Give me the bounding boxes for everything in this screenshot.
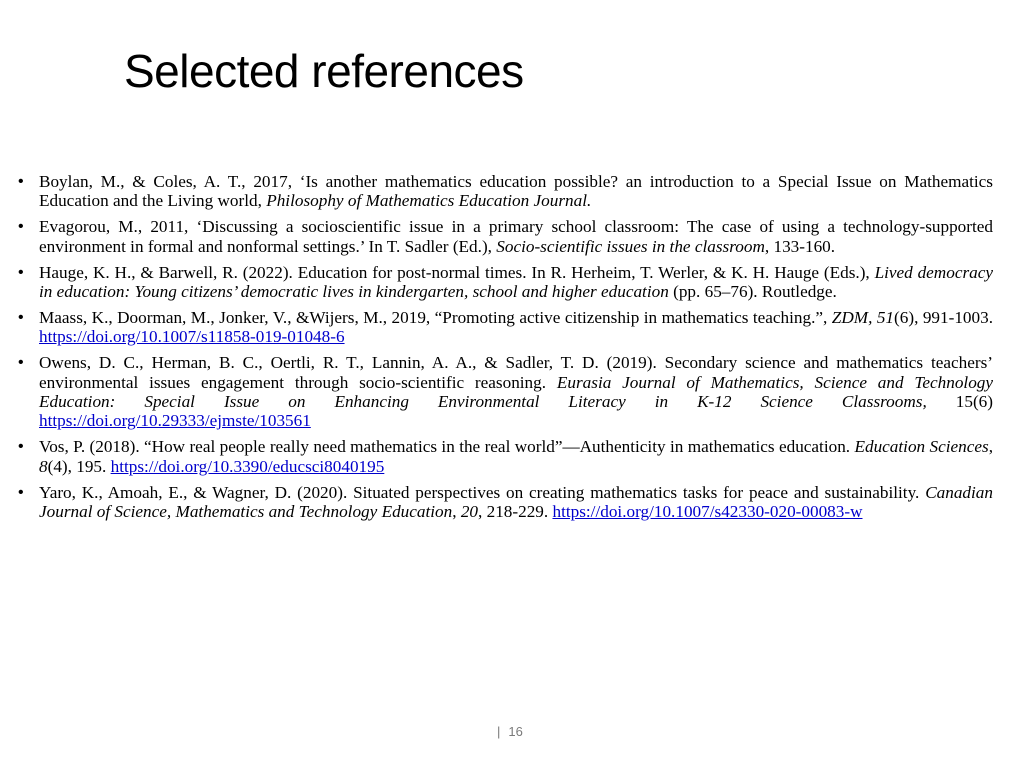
reference-text: Maass, K., Doorman, M., Jonker, V., &Wijers, M., 2019, “Promoting active citizenship in mathematics teaching.”, [39, 307, 832, 327]
reference-item [18, 308, 993, 347]
reference-text: (4), 195. [47, 456, 111, 476]
reference-italic-text: 20 [460, 502, 478, 522]
reference-item [18, 172, 993, 211]
reference-italic-text: Education Sciences [854, 437, 989, 457]
reference-italic-text: Socio-scientific issues in the classroom [496, 236, 765, 256]
doi-link[interactable]: https://doi.org/10.29333/ejmste/103561 [39, 411, 311, 431]
reference-text: Evagorou, M., 2011, ‘Discussing a socioscientific issue in a primary school classroom: The case of using a technology-supported environment in formal and nonformal settings.’ In T. Sadler (Ed.), [39, 217, 993, 256]
reference-text: , 133-160. [764, 236, 836, 256]
reference-item [18, 217, 993, 256]
reference-list [18, 172, 993, 528]
reference-item [18, 483, 993, 522]
page-number: 16 [508, 724, 523, 739]
slide-title: Selected references [124, 45, 524, 97]
reference-italic-text: Philosophy of Mathematics Education Journal. [266, 191, 592, 211]
reference-italic-text: ZDM, 51 [831, 307, 895, 327]
reference-italic-text: Canadian Journal of Science, Mathematics and Technology Education [39, 482, 993, 522]
doi-link[interactable]: https://doi.org/10.1007/s42330-020-00083-w [552, 502, 863, 522]
reference-text: , [452, 502, 461, 522]
doi-link[interactable]: https://doi.org/10.3390/educsci8040195 [110, 456, 385, 476]
reference-italic-text: Eurasia Journal of Mathematics, Science and Technology Education: Special Issue on Enhancing Environmental Literacy in K-12 Science Classrooms, [39, 372, 994, 412]
reference-item [18, 353, 993, 431]
reference-text: (pp. 65–76). Routledge. [668, 282, 837, 302]
slide-footer [497, 724, 523, 739]
reference-text: 15(6) [926, 392, 993, 412]
reference-text: , 218-229. [478, 502, 553, 522]
footer-separator: | [497, 724, 501, 739]
reference-item [18, 263, 993, 302]
reference-text: Yaro, K., Amoah, E., & Wagner, D. (2020). Situated perspectives on creating mathematics tasks for peace and sustainability. [39, 482, 926, 502]
reference-text: Vos, P. (2018). “How real people really need mathematics in the real world”—Authenticity in mathematics education. [39, 437, 855, 457]
reference-italic-text: Lived democracy in education: Young citizens’ democratic lives in kindergarten, school and higher education [39, 262, 993, 302]
reference-text: , [988, 437, 993, 457]
reference-text: Boylan, M., & Coles, A. T., 2017, ‘Is another mathematics education possible? an introduction to a Special Issue on Mathematics Education and the Living world, [39, 172, 993, 211]
reference-item [18, 437, 993, 476]
reference-text: (6), 991-1003. [894, 307, 994, 327]
doi-link[interactable]: https://doi.org/10.1007/s11858-019-01048-6 [39, 327, 345, 347]
reference-italic-text: 8 [39, 456, 48, 476]
reference-text: Owens, D. C., Herman, B. C., Oertli, R. T., Lannin, A. A., & Sadler, T. D. (2019). Secondary science and mathematics teachers’ environmental issues engagement through socio-scientific reasoning. [39, 353, 993, 392]
reference-text: Hauge, K. H., & Barwell, R. (2022). Education for post-normal times. In R. Herheim, T. Werler, & K. H. Hauge (Eds.), [39, 262, 875, 282]
